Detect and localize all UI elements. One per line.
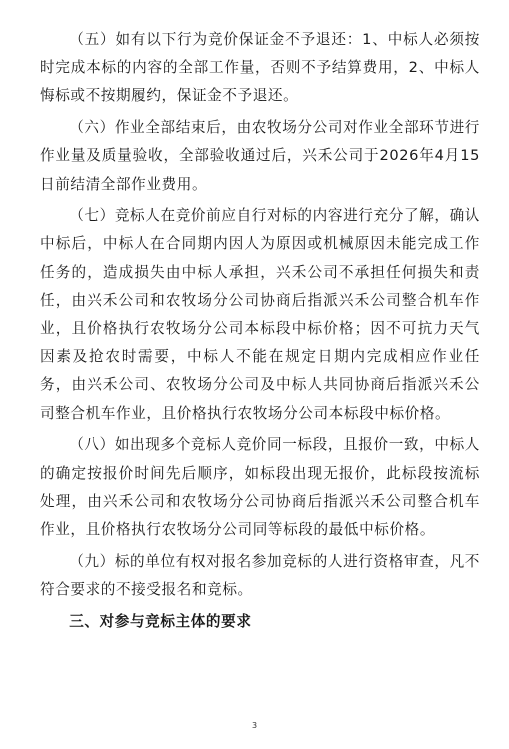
- paragraph-8: （八）如出现多个竞标人竞价同一标段，且报价一致，中标人的确定按报价时间先后顺序，如标段出现无报价，此标段按流标处理，由兴禾公司和农牧场分公司协商后指派兴禾公司整合机车作业，且价格执行农牧场分公司同等标段的最低中标价格。: [40, 436, 480, 538]
- paragraph-9: （九）标的单位有权对报名参加竞标的人进行资格审查，凡不符合要求的不接受报名和竞标。: [40, 552, 480, 598]
- paragraph-6: （六）作业全部结束后，由农牧场分公司对作业全部环节进行作业量及质量验收，全部验收通过后，兴禾公司于2026年4月15日前结清全部作业费用。: [40, 119, 480, 193]
- paragraph-5: （五）如有以下行为竞价保证金不予退还：1、中标人必须按时完成本标的内容的全部工作量，否则不予结算费用，2、中标人悔标或不按期履约，保证金不予退还。: [40, 31, 480, 105]
- paragraph-7: （七）竞标人在竞价前应自行对标的内容进行充分了解，确认中标后，中标人在合同期内因人为原因或机械原因未能完成工作任务的，造成损失由中标人承担，兴禾公司不承担任何损失和责任，由兴禾公司和农牧场分公司协商后指派兴禾公司整合机车作业，且价格执行农牧场分公司本标段中标价格；因不可抗力天气因素及抢农时需要，中标人不能在规定日期内完成相应作业任务，由兴禾公司、农牧场分公司及中标人共同协商后指派兴禾公司整合机车作业，且价格执行农牧场分公司本标段中标价格。: [40, 207, 480, 422]
- section-heading: 三、对参与竞标主体的要求: [69, 612, 252, 630]
- document-body: [40, 26, 480, 636]
- page-number: 3: [251, 721, 258, 730]
